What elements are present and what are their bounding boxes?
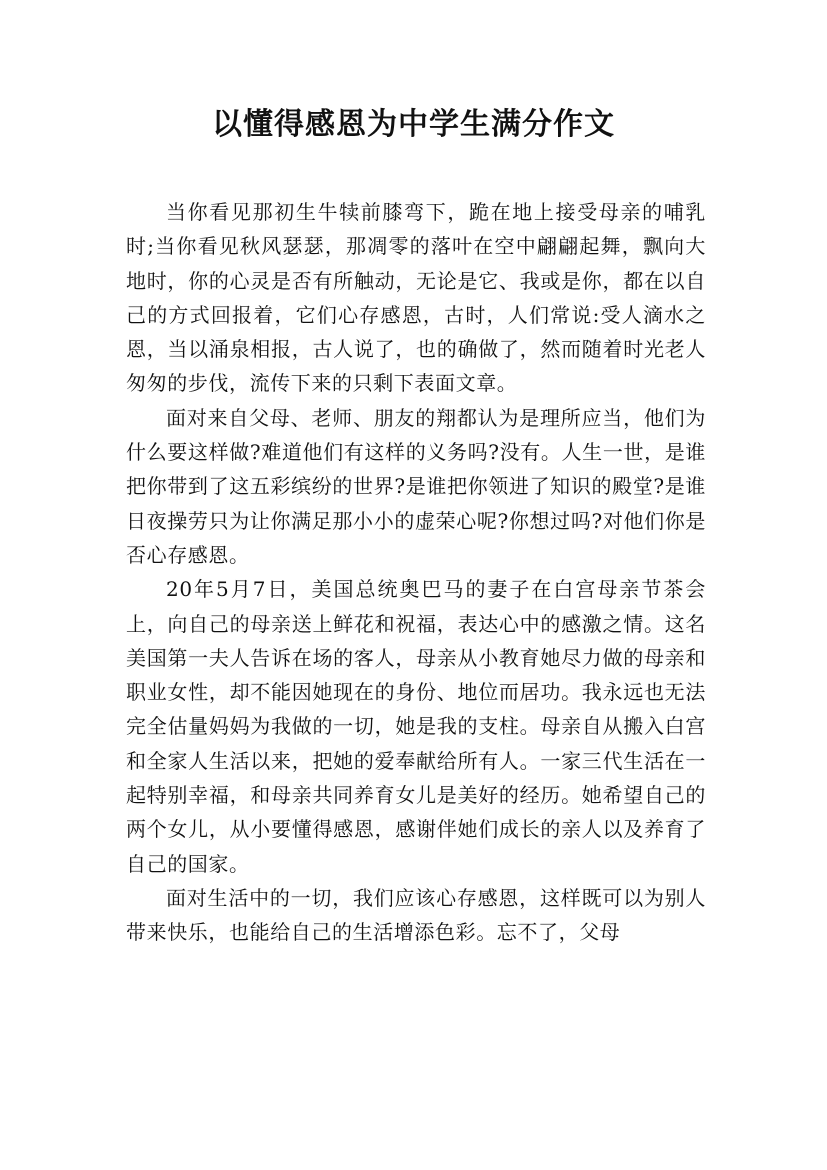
paragraph-1: 当你看见那初生牛犊前膝弯下，跪在地上接受母亲的哺乳时;当你看见秋风瑟瑟，那凋零的落叶在空中翩翩起舞，飘向大地时，你的心灵是否有所触动，无论是它、我或是你，都在以自己的方式回报着，它们心存感恩，古时，人们常说:受人滴水之恩，当以涌泉相报，古人说了，也的确做了，然而随着时光老人匆匆的步伐，流传下来的只剩下表面文章。	[126, 200, 706, 396]
document-title: 以懂得感恩为中学生满分作文	[212, 107, 615, 142]
paragraph-4: 面对生活中的一切，我们应该心存感恩，这样既可以为别人带来快乐，也能给自己的生活增添色彩。忘不了，父母	[126, 885, 706, 945]
document-body	[126, 195, 706, 950]
paragraph-2: 面对来自父母、老师、朋友的翔都认为是理所应当，他们为什么要这样做?难道他们有这样的义务吗?没有。人生一世，是谁把你带到了这五彩缤纷的世界?是谁把你领进了知识的殿堂?是谁日夜操劳只为让你满足那小小的虚荣心呢?你想过吗?对他们你是否心存感恩。	[126, 405, 706, 567]
paragraph-3: 20年5月7日，美国总统奥巴马的妻子在白宫母亲节茶会上，向自己的母亲送上鲜花和祝福，表达心中的感激之情。这名美国第一夫人告诉在场的客人，母亲从小教育她尽力做的母亲和职业女性，却不能因她现在的身份、地位而居功。我永远也无法完全估量妈妈为我做的一切，她是我的支柱。母亲自从搬入白宫和全家人生活以来，把她的爱奉献给所有人。一家三代生活在一起特别幸福，和母亲共同养育女儿是美好的经历。她希望自己的两个女儿，从小要懂得感恩，感谢伴她们成长的亲人以及养育了自己的国家。	[126, 577, 706, 876]
